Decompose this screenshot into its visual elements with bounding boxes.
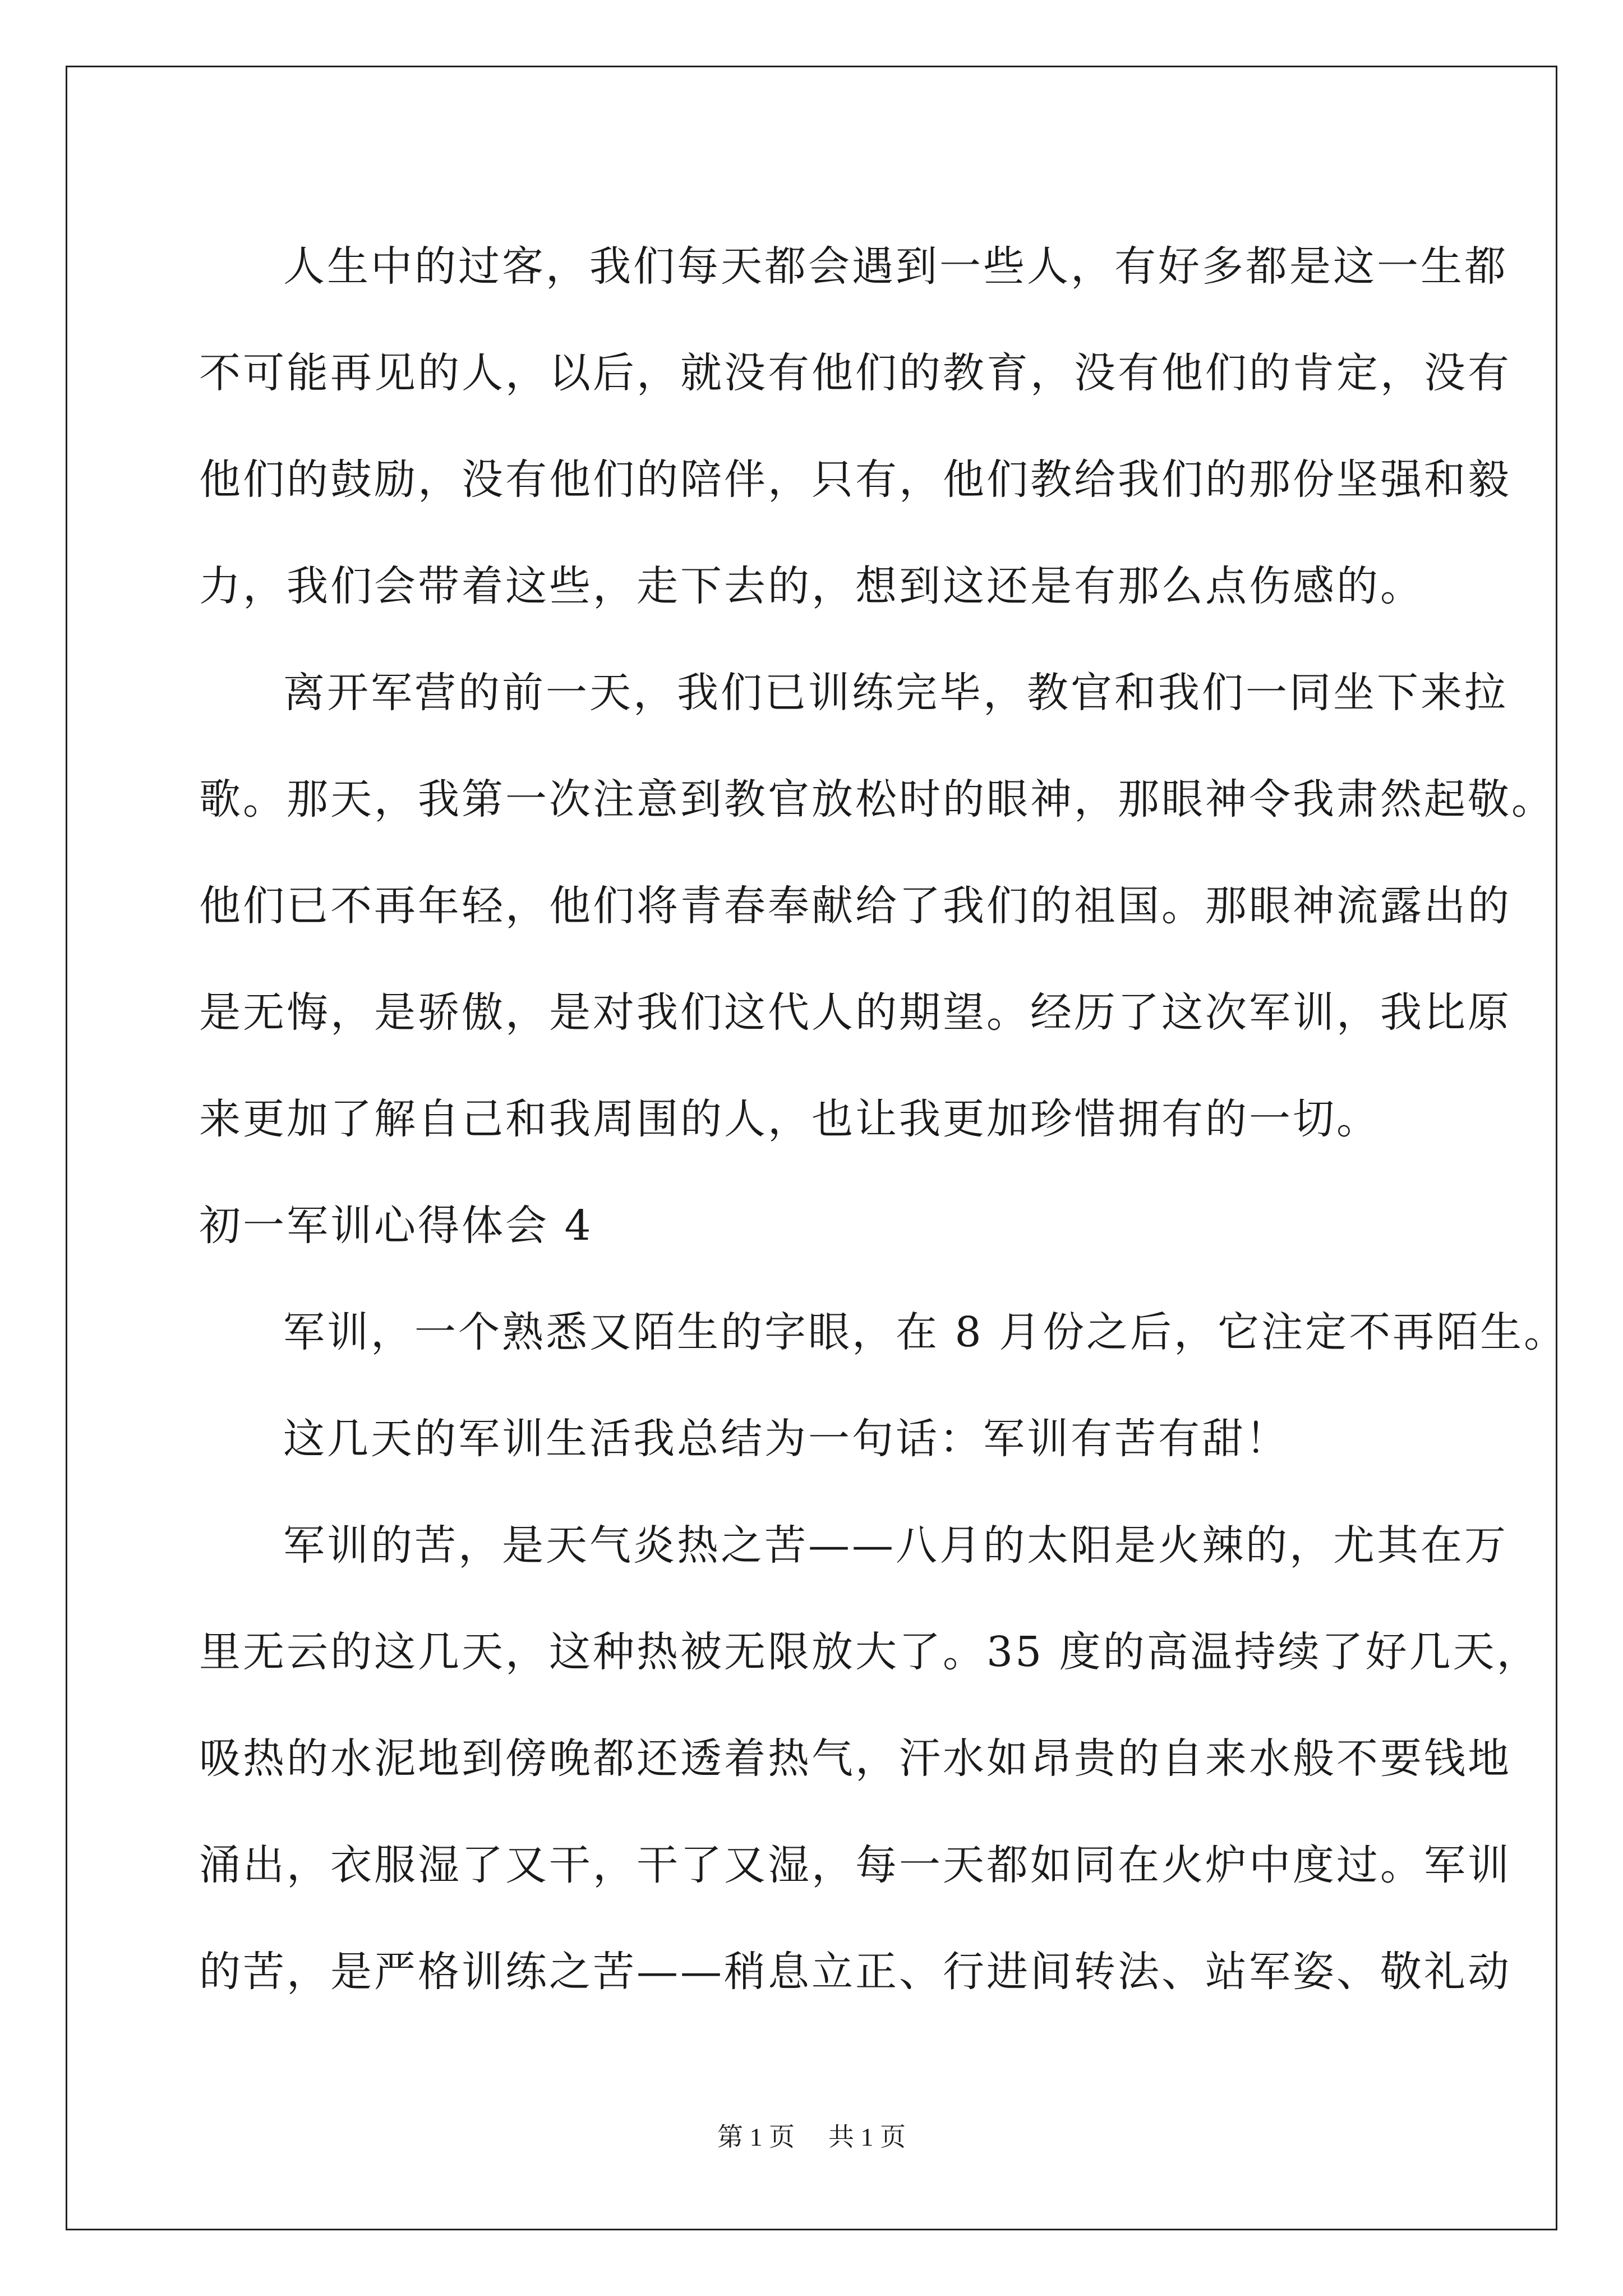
- text-line: 人生中的过客，我们每天都会遇到一些人，有好多都是这一生都: [283, 242, 1508, 291]
- text-line: 的苦，是严格训练之苦——稍息立正、行进间转法、站军姿、敬礼动: [199, 1948, 1511, 1996]
- text-line: 涌出，衣服湿了又干，干了又湿，每一天都如同在火炉中度过。军训: [199, 1841, 1511, 1889]
- text-line: 他们的鼓励，没有他们的陪伴，只有，他们教给我们的那份坚强和毅: [199, 455, 1511, 504]
- page-footer: [0, 2120, 1623, 2154]
- text-line: 是无悔，是骄傲，是对我们这代人的期望。经历了这次军训，我比原: [199, 988, 1511, 1037]
- section-heading: 初一军训心得体会 4: [199, 1202, 593, 1250]
- text-line: 里无云的这几天，这种热被无限放大了。35 度的高温持续了好几天，: [199, 1628, 1541, 1676]
- page-total: 共 1 页: [828, 2123, 906, 2151]
- text-line: 吸热的水泥地到傍晚都还透着热气，汗水如昂贵的自来水般不要钱地: [199, 1734, 1511, 1783]
- text-line: 歌。那天，我第一次注意到教官放松时的眼神，那眼神令我肃然起敬。: [199, 775, 1555, 823]
- text-line: 离开军营的前一天，我们已训练完毕，教官和我们一同坐下来拉: [283, 669, 1508, 717]
- text-line: 这几天的军训生活我总结为一句话：军训有苦有甜！: [283, 1415, 1289, 1463]
- page-number: 第 1 页: [717, 2123, 795, 2151]
- document-body: [199, 213, 1568, 2025]
- text-line: 力，我们会带着这些，走下去的，想到这还是有那么点伤感的。: [199, 562, 1424, 610]
- text-line: 不可能再见的人，以后，就没有他们的教育，没有他们的肯定，没有: [199, 349, 1511, 397]
- text-line: 军训，一个熟悉又陌生的字眼，在 8 月份之后，它注定不再陌生。: [283, 1308, 1568, 1356]
- text-line: 军训的苦，是天气炎热之苦——八月的太阳是火辣的，尤其在万: [283, 1521, 1508, 1570]
- text-line: 来更加了解自己和我周围的人，也让我更加珍惜拥有的一切。: [199, 1095, 1380, 1143]
- text-line: 他们已不再年轻，他们将青春奉献给了我们的祖国。那眼神流露出的: [199, 882, 1511, 930]
